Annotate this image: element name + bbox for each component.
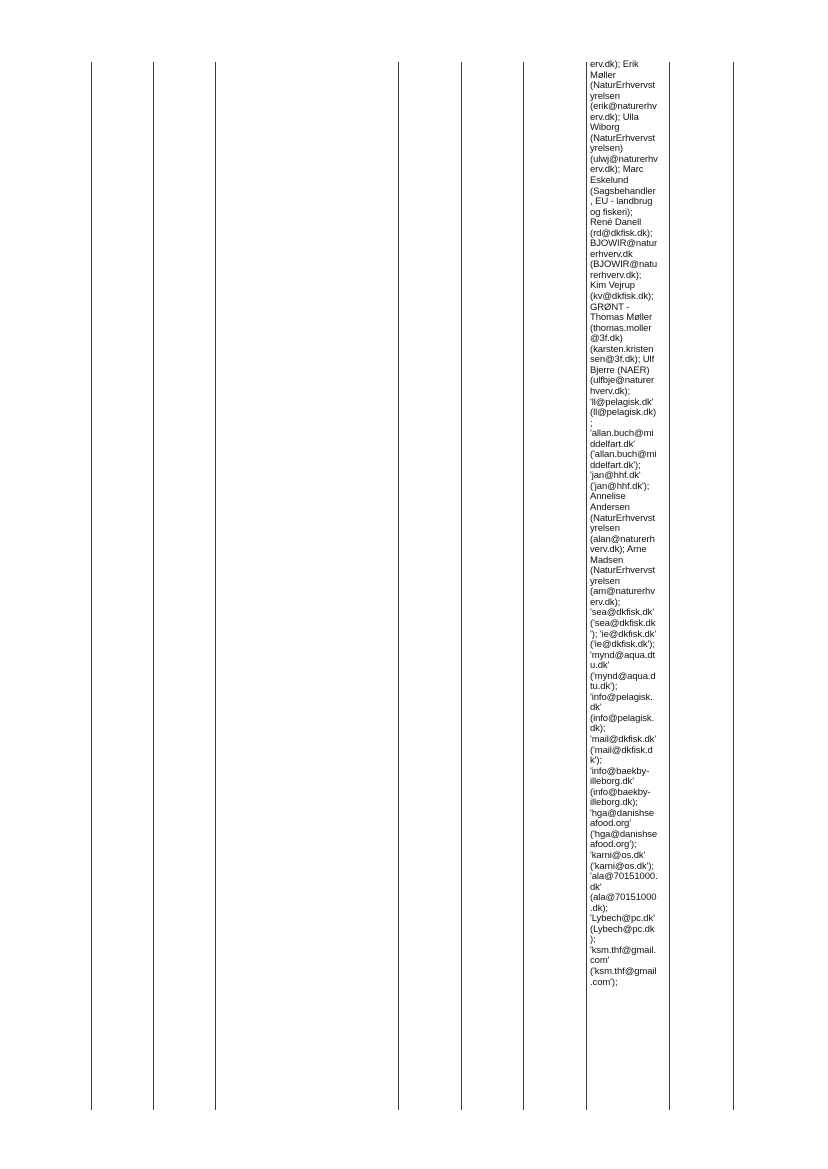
recipient-text-line: Wiborg [590, 122, 620, 134]
recipient-text-line: 'hga@danishse [590, 807, 655, 819]
recipient-text-line: erv.dk); Ulla [590, 111, 639, 123]
table-column-rule [586, 62, 587, 1110]
recipient-text-line: René Danell [590, 217, 642, 229]
recipient-text-line: (kv@dkfisk.dk); [590, 291, 654, 303]
recipient-text-line: 'Lybech@pc.dk' [590, 913, 655, 925]
recipient-text-line: '); 'ie@dkfisk.dk' [590, 628, 657, 640]
recipients-cell [590, 60, 668, 1110]
recipient-text-line: (NaturErhvervst [590, 80, 656, 92]
recipient-text-line: (am@naturerhv [590, 586, 655, 598]
recipient-text-line: ; [590, 417, 593, 429]
recipient-text-line: erv.dk); [590, 596, 621, 608]
recipient-text-line: (Lybech@pc.dk [590, 923, 655, 935]
recipient-text-line: 'ksm.thf@gmail. [590, 944, 656, 956]
recipient-text-line: yrelsen [590, 575, 620, 587]
recipient-text-line: 'mynd@aqua.dt [590, 649, 656, 661]
recipient-text-line: verv.dk); Arne [590, 544, 647, 556]
recipient-text-line: (thomas.moller [590, 322, 652, 334]
recipient-text-line: 'll@pelagisk.dk' [590, 396, 654, 408]
recipient-text-line: ('mynd@aqua.d [590, 670, 656, 682]
recipient-text-line: ('sea@dkfisk.dk [590, 617, 656, 629]
table-column-rule [215, 62, 216, 1110]
recipient-text-line: Madsen [590, 554, 624, 566]
recipient-text-line: erv.dk); Erik [590, 60, 639, 70]
recipient-text-line: Andersen [590, 501, 630, 513]
recipient-text-line: og fiskeri); [590, 206, 633, 218]
recipient-text-line: (NaturErhvervst [590, 565, 656, 577]
recipient-text-line: 'karni@os.dk' [590, 850, 646, 862]
recipient-text-line: 'allan.buch@mi [590, 428, 654, 440]
recipient-text-line: Kim Vejrup [590, 280, 635, 292]
recipient-text-line: 'info@pelagisk. [590, 691, 653, 703]
recipient-text-line: u.dk' [590, 660, 610, 672]
recipient-text-line: BJOWIR@natur [590, 238, 658, 250]
recipient-text-line: (alan@naturerh [590, 533, 655, 545]
recipient-text-line: yrelsen [590, 90, 620, 102]
recipient-text-line: (info@baekby- [590, 786, 651, 798]
recipient-text-line: 'jan@hhf.dk' [590, 470, 641, 482]
recipient-text-line: dk); [590, 723, 606, 735]
recipient-text-line: illeborg.dk' [590, 776, 634, 788]
recipient-text-line: Møller [590, 69, 616, 81]
recipient-text-line: (ulwj@naturerhv [590, 153, 658, 165]
recipient-text-line: ('ksm.thf@gmail [590, 966, 657, 978]
recipient-text-line: (erik@naturerhv [590, 101, 657, 113]
recipient-text-line: (NaturErhvervst [590, 512, 656, 524]
table-column-rule [669, 62, 670, 1110]
recipient-text-line: hverv.dk); [590, 385, 631, 397]
recipient-text-line: ('hga@danishse [590, 828, 658, 840]
recipient-text-line: erv.dk); Marc [590, 164, 644, 176]
recipient-text-line: (ala@70151000 [590, 892, 657, 904]
recipient-text-line: ('karni@os.dk'); [590, 860, 654, 872]
recipient-text-line: Thomas Møller [590, 312, 653, 324]
recipient-text-line: .dk); [590, 902, 608, 914]
recipient-text-line: k'); [590, 755, 602, 767]
table-column-rule [523, 62, 524, 1110]
recipient-text-line: dk' [590, 881, 602, 893]
recipient-text-line: (ll@pelagisk.dk) [590, 407, 657, 419]
recipient-text-line: @3f.dk) [590, 333, 623, 345]
recipient-text-line: 'mail@dkfisk.dk' [590, 734, 657, 745]
recipient-text-line: Bjerre (NAER) [590, 364, 650, 376]
recipient-text-line: dk' [590, 702, 602, 714]
recipient-text-line: (BJOWIR@natu [590, 259, 658, 271]
recipient-text-line: ('ie@dkfisk.dk'); [590, 639, 655, 651]
recipient-text-line: yrelsen [590, 523, 620, 535]
recipient-text-line: Annelise [590, 491, 626, 503]
recipient-text-line: (info@pelagisk. [590, 712, 655, 724]
recipient-text-line: com' [590, 955, 610, 967]
recipient-text-line: yrelsen) [590, 143, 623, 155]
recipient-text-line: (karsten.kristen [590, 343, 654, 355]
table-column-rule [398, 62, 399, 1110]
table-column-rule [91, 62, 92, 1110]
recipient-text-line: (NaturErhvervst [590, 132, 656, 144]
recipient-text-line: illeborg.dk); [590, 797, 638, 809]
recipient-text-line: .com'); [590, 976, 618, 988]
recipient-text-line: (Sagsbehandler [590, 185, 656, 197]
recipient-text-line: (rd@dkfisk.dk); [590, 227, 653, 239]
recipient-text-line: afood.org' [590, 818, 631, 830]
recipient-text-line: sen@3f.dk); Ulf [590, 354, 655, 366]
recipient-text-line: ('allan.buch@mi [590, 449, 657, 461]
recipient-text-line: afood.org'); [590, 839, 637, 851]
recipient-text-line: ddelfart.dk' [590, 438, 635, 450]
recipient-text-line: Eskelund [590, 175, 629, 187]
table-column-rule [153, 62, 154, 1110]
recipient-text-line: GRØNT - [590, 301, 630, 313]
recipient-text-line: ddelfart.dk'); [590, 459, 641, 471]
recipient-text-line: ('jan@hhf.dk'); [590, 480, 650, 492]
table-column-rule [733, 62, 734, 1110]
recipient-text-line: 'ala@70151000. [590, 871, 658, 883]
table-column-rule [461, 62, 462, 1110]
recipient-text-line: ); [590, 934, 596, 946]
recipient-text-line: rerhverv.dk); [590, 269, 642, 281]
recipient-text-line: 'info@baekby- [590, 765, 650, 777]
recipient-text-line: 'sea@dkfisk.dk' [590, 607, 655, 619]
recipient-text-line: , EU - landbrug [590, 196, 653, 208]
recipient-text-line: erhverv.dk [590, 248, 633, 260]
recipient-text-line: ('mail@dkfisk.d [590, 744, 653, 756]
recipient-text-line: tu.dk'); [590, 681, 618, 693]
recipient-text-line: (ulfbje@naturer [590, 375, 655, 387]
